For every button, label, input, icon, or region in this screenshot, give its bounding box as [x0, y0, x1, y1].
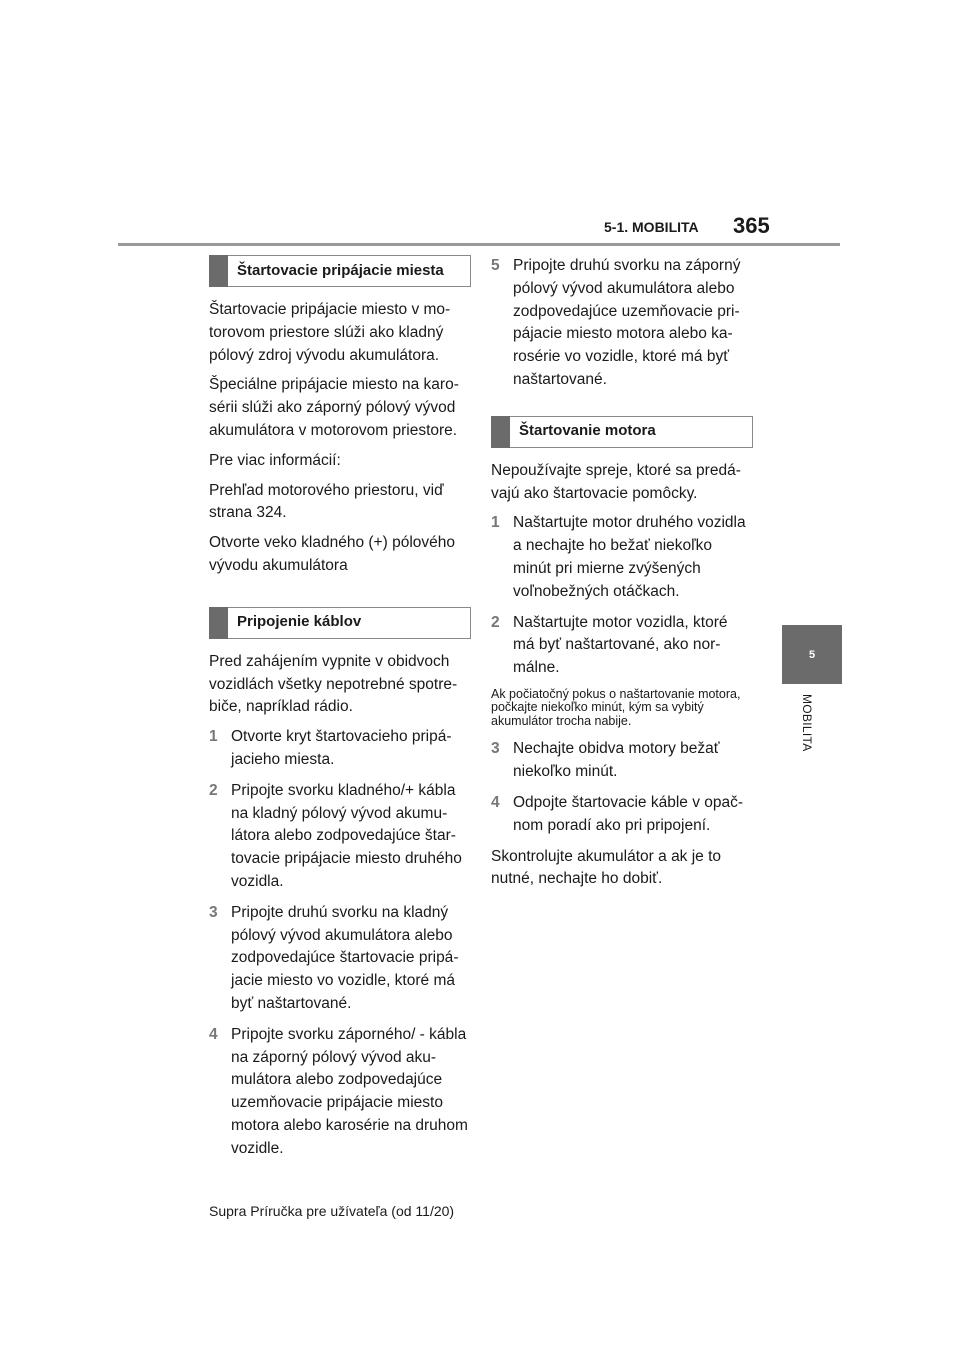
- step-text: Nechajte obidva motory bežať niekoľko minút.: [513, 740, 720, 781]
- step-text: Otvorte kryt štartovacieho pripájacieho miesta.: [231, 728, 452, 768]
- step-text: Pripojte svorku záporného/ - kábla na záporný pólový vývod akumulátora alebo zodpovedajúce uzemňovacie pripájacie miesto motora alebo karosérie na druhom vozidle.: [231, 1025, 468, 1157]
- step-text: Odpojte štartovacie káble v opačnom poradí ako pri pripojení.: [513, 794, 744, 834]
- section-title: Štartovanie motora: [519, 422, 656, 440]
- heading-marker: [209, 607, 228, 639]
- left-column: [209, 255, 471, 1169]
- running-header-section: 5-1. MOBILITA: [604, 219, 699, 235]
- paragraph: Štartovacie pripájacie miesto v motorovom priestore slúži ako kladný pólový zdroj vývodu akumulátora.: [209, 301, 451, 364]
- step-number: 5: [491, 257, 500, 274]
- paragraph: Pre viac informácií:: [209, 451, 341, 469]
- step-number: 3: [209, 903, 218, 921]
- paragraph: Prehľad motorového priestoru, viď strana 324.: [209, 481, 444, 522]
- step-item: [491, 612, 753, 680]
- section-title: Štartovacie pripájacie miesta: [237, 261, 444, 279]
- paragraph: Nepoužívajte spreje, ktoré sa predávajú ako štartovacie pomôcky.: [491, 461, 741, 502]
- page-number: 365: [733, 213, 770, 238]
- section-heading-starting-engine: [491, 416, 753, 448]
- chapter-tab: [782, 625, 842, 684]
- section-heading-starting-points: [209, 255, 471, 287]
- step-item: [491, 255, 753, 392]
- step-item: [491, 792, 753, 838]
- section-title: Pripojenie káblov: [237, 613, 362, 631]
- heading-marker: [209, 255, 228, 287]
- header-divider: [118, 243, 840, 246]
- chapter-label: MOBILITA: [800, 694, 814, 752]
- step-number: 2: [491, 613, 500, 631]
- chapter-number: 5: [808, 648, 816, 661]
- step-text: Pripojte svorku kladného/+ kábla na kladný pólový vývod akumulátora alebo zodpovedajúce štartovacie pripájacie miesto druhého vozidla.: [231, 781, 462, 890]
- paragraph: Špeciálne pripájacie miesto na karosérii slúži ako záporný pólový vývod akumulátora v motorovom priestore.: [209, 376, 459, 439]
- step-item: [209, 780, 471, 894]
- paragraph: Pred zahájením vypnite v obidvoch vozidlách všetky nepotrebné spotrebiče, napríklad rádio.: [209, 652, 458, 716]
- right-column: [491, 255, 753, 898]
- section-heading-connecting-cables: [209, 607, 471, 639]
- step-text: Pripojte druhú svorku na kladný pólový vývod akumulátora alebo zodpovedajúce štartovacie pripájacie miesto vo vozidle, ktoré má byť naštartované.: [231, 903, 459, 1012]
- step-item: [491, 512, 753, 603]
- step-number: 4: [209, 1025, 218, 1043]
- step-item: [491, 738, 753, 784]
- heading-marker: [491, 416, 510, 448]
- paragraph: Skontrolujte akumulátor a ak je to nutné, nechajte ho dobiť.: [491, 847, 722, 888]
- step-item: [209, 1024, 471, 1161]
- step-number: 1: [491, 514, 500, 532]
- step-number: 1: [209, 728, 218, 746]
- step-item: [209, 726, 471, 772]
- step-number: 3: [491, 740, 500, 758]
- note-text: Ak počiatočný pokus o naštartovanie motora, počkajte niekoľko minút, kým sa vybitý akumulátor trocha nabije.: [491, 686, 741, 728]
- step-number: 4: [491, 794, 500, 812]
- step-text: Naštartujte motor druhého vozidla a nechajte ho bežať niekoľko minút pri mierne zvýšených voľnobežných otáčkach.: [513, 514, 746, 600]
- step-text: Naštartujte motor vozidla, ktoré má byť naštartované, ako normálne.: [513, 613, 728, 677]
- step-text: Pripojte druhú svorku na záporný pólový vývod akumulátora alebo zodpovedajúce uzemňovacie pripájacie miesto motora alebo karosérie vo vozidle, ktoré má byť naštartované.: [513, 257, 741, 388]
- footer-text: Supra Príručka pre užívateľa (od 11/20): [209, 1203, 455, 1219]
- paragraph: Otvorte veko kladného (+) pólového vývodu akumulátora: [209, 534, 455, 574]
- step-number: 2: [209, 781, 218, 799]
- step-item: [209, 902, 471, 1016]
